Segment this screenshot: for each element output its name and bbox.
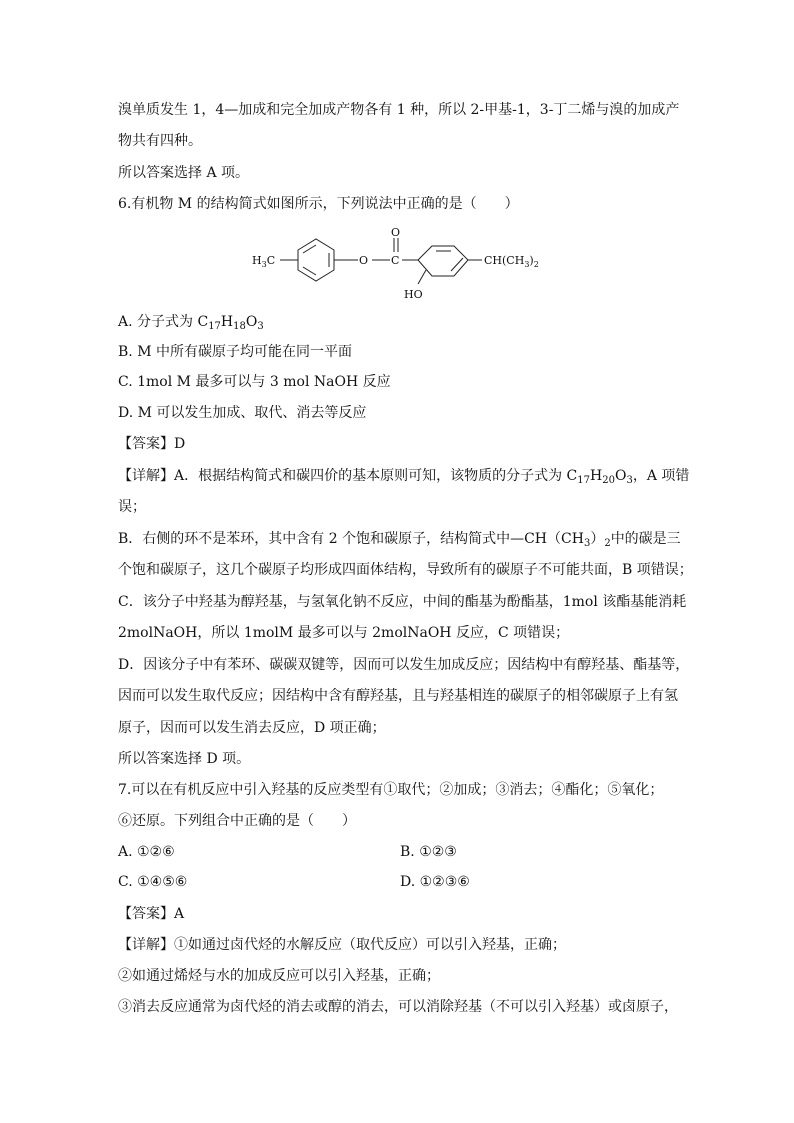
text-line: 所以答案选择 D 项。	[118, 751, 251, 767]
h3c-label: H	[252, 254, 262, 267]
explanation-6c: C．该分子中羟基为醇羟基，与氢氧化钠不反应，中间的酯基为酚酯基，1mol 该酯基能消耗	[118, 594, 687, 610]
options-7-row2	[118, 872, 678, 892]
option-7b: B. ①②③	[400, 844, 457, 860]
question-6-stem: 6.有机物 M 的结构简式如图所示，下列说法中正确的是（ ）	[118, 196, 519, 212]
hydroxyl-label: HO	[404, 288, 423, 301]
option-6b: B. M 中所有碳原子均可能在同一平面	[118, 344, 352, 360]
text-line: 因而可以发生取代反应；因结构中含有醇羟基，且与羟基相连的碳原子的相邻碳原子上有氢	[118, 688, 678, 704]
structure-diagram	[246, 224, 556, 308]
options-7-row1	[118, 842, 678, 862]
explanation-6d: D．因该分子中有苯环、碳碳双键等，因而可以发生加成反应；因结构中有醇羟基、酯基等，	[118, 657, 690, 673]
text-line: 所以答案选择 A 项。	[118, 165, 250, 181]
text-line: 个饱和碳原子，这几个碳原子均形成四面体结构，导致所有的碳原子不可能共面，B 项错误；	[118, 562, 693, 578]
carbonyl-oxygen-label: O	[391, 226, 401, 239]
answer-6: 【答案】D	[118, 436, 186, 452]
explanation-7-3: ③消去反应通常为卤代烃的消去或醇的消去，可以消除羟基（不可以引入羟基）或卤原子，	[118, 999, 678, 1015]
text-line: 溴单质发生 1，4—加成和完全加成产物各有 1 种，所以 2-甲基-1，3-丁二烯与溴的加成产	[118, 102, 680, 118]
explanation-7-2: ②如通过烯烃与水的加成反应可以引入羟基，正确；	[118, 968, 440, 984]
svg-text:H3C: $H_3C$	[252, 254, 276, 269]
text-line: 2molNaOH，所以 1molM 最多可以与 2molNaOH 反应，C 项错误；	[118, 625, 570, 641]
option-7c: C. ①④⑤⑥	[118, 874, 188, 890]
svg-text:CH(CH3)2: $CH(CH_3)_2$	[484, 254, 539, 269]
explanation-6a: 【详解】A．根据结构简式和碳四价的基本原则可知，该物质的分子式为 $C_{17}H_{20}O_3$，A 项错	[118, 468, 690, 486]
option-7d: D. ①②③⑥	[400, 874, 470, 890]
text-line: ⑥还原。下列组合中正确的是（ ）	[118, 813, 356, 829]
ether-oxygen-label: O	[359, 254, 369, 267]
question-7-stem: 7.可以在有机反应中引入羟基的反应类型有①取代；②加成；③消去；④酯化；⑤氧化；	[118, 782, 664, 798]
option-7a: A. ①②⑥	[118, 844, 175, 860]
text-line: 误；	[118, 499, 146, 515]
option-6d: D. M 可以发生加成、取代、消去等反应	[118, 405, 367, 421]
molecule-structure	[246, 224, 556, 308]
carbonyl-carbon-label: C	[391, 254, 400, 267]
explanation-6b: B．右侧的环不是苯环，其中含有 2 个饱和碳原子，结构简式中$—CH(CH_3)_2$中的碳是三	[118, 531, 681, 549]
text-line: 原子，因而可以发生消去反应，D 项正确；	[118, 720, 386, 736]
text-line: 物共有四种。	[118, 133, 202, 149]
explanation-7-1: 【详解】①如通过卤代烃的水解反应（取代反应）可以引入羟基，正确；	[118, 937, 566, 953]
option-6c: C. 1mol M 最多可以与 3 mol NaOH 反应	[118, 374, 391, 390]
option-6a: A. 分子式为 $C_{17}H_{18}O_3$	[118, 314, 264, 332]
answer-7: 【答案】A	[118, 906, 185, 922]
isopropyl-label: CH(CH	[484, 254, 525, 267]
